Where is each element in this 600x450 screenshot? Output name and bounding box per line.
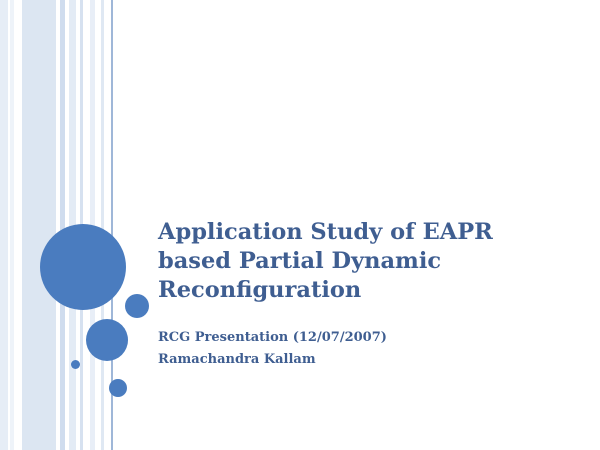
stripe [60,0,65,450]
small-circle [109,379,127,397]
title-line: based Partial Dynamic [158,248,442,274]
presenter-name: Ramachandra Kallam [158,352,316,367]
small-circle [125,294,149,318]
title-line: Reconfiguration [158,277,362,303]
slide-subtitle [158,327,578,371]
stripe [101,0,104,450]
decorative-stripe-band [0,0,118,450]
presentation-info: RCG Presentation (12/07/2007) [158,330,387,345]
large-circle [40,224,126,310]
stripe [10,0,14,450]
title-line: Application Study of EAPR [158,219,493,245]
stripe [0,0,8,450]
slide-title [158,218,578,305]
tiny-circle [71,360,80,369]
stripe [22,0,56,450]
slide-content [158,218,578,371]
medium-circle [86,319,128,361]
